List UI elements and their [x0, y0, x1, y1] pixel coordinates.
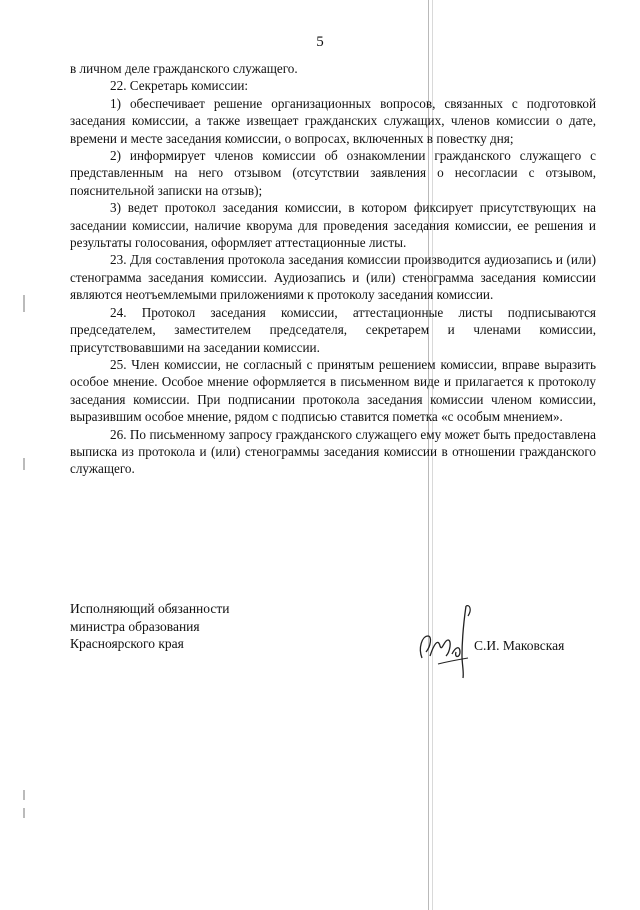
paragraph-continuation: в личном деле гражданского служащего. — [70, 61, 298, 76]
paragraph-23: 23. Для составления протокола заседания комиссии производится аудиозапись и (или) стенограмма заседания комиссии. Аудиозапись и (или) стенограмма заседания комиссии являются неотъемлемыми приложениями к протоколу заседания комиссии. — [70, 252, 596, 303]
signatory-title-line-3: Красноярского края — [70, 636, 184, 652]
paragraph-22-2: 2) информирует членов комиссии об ознакомлении гражданского служащего с представленным на него отзывом (отсутствии заявления о несогласии с отзывом, пояснительной записки на отзыв); — [70, 148, 596, 198]
signature-block — [70, 600, 610, 700]
paragraph-26: 26. По письменному запросу гражданского служащего ему может быть предоставлена выписка из протокола и (или) стенограммы заседания комиссии в отношении гражданского служащего. — [70, 426, 596, 477]
paragraph-24: 24. Протокол заседания комиссии, аттестационные листы подписываются председателем, заместителем председателя, секретарем и членами комиссии, присутствовавшими на заседании комиссии. — [70, 304, 596, 355]
signatory-title-line-2: министра образования — [70, 618, 200, 634]
scan-edge-marks — [22, 0, 26, 910]
signatory-title-line-1: Исполняющий обязанности — [70, 601, 230, 616]
signatory-name: С.И. Маковская — [474, 638, 565, 653]
page-number: 5 — [316, 34, 324, 50]
paragraph-22-3: 3) ведет протокол заседания комиссии, в котором фиксирует присутствующих на заседании комиссии, наличие кворума для проведения заседания комиссии, ее решения и результаты голосования, оформляет аттестационные листы. — [70, 200, 596, 251]
paragraph-25: 25. Член комиссии, не согласный с принятым решением комиссии, вправе выразить особое мнение. Особое мнение оформляется в письменном виде и прилагается к протоколу заседания комиссии. При подписании протокола заседания комиссии членом комиссии, выразившим особое мнение, рядом с подписью ставится пометка «с особым мнением». — [70, 356, 596, 425]
paragraph-22-1: 1) обеспечивает решение организационных вопросов, связанных с подготовкой заседания комиссии, а также извещает гражданских служащих, членов комиссии о дате, времени и месте заседания комиссии, о вопросах, включенных в повестку дня; — [70, 95, 596, 146]
document-body — [70, 60, 596, 478]
handwritten-signature — [416, 600, 476, 680]
paragraph-22: 22. Секретарь комиссии: — [110, 78, 249, 94]
